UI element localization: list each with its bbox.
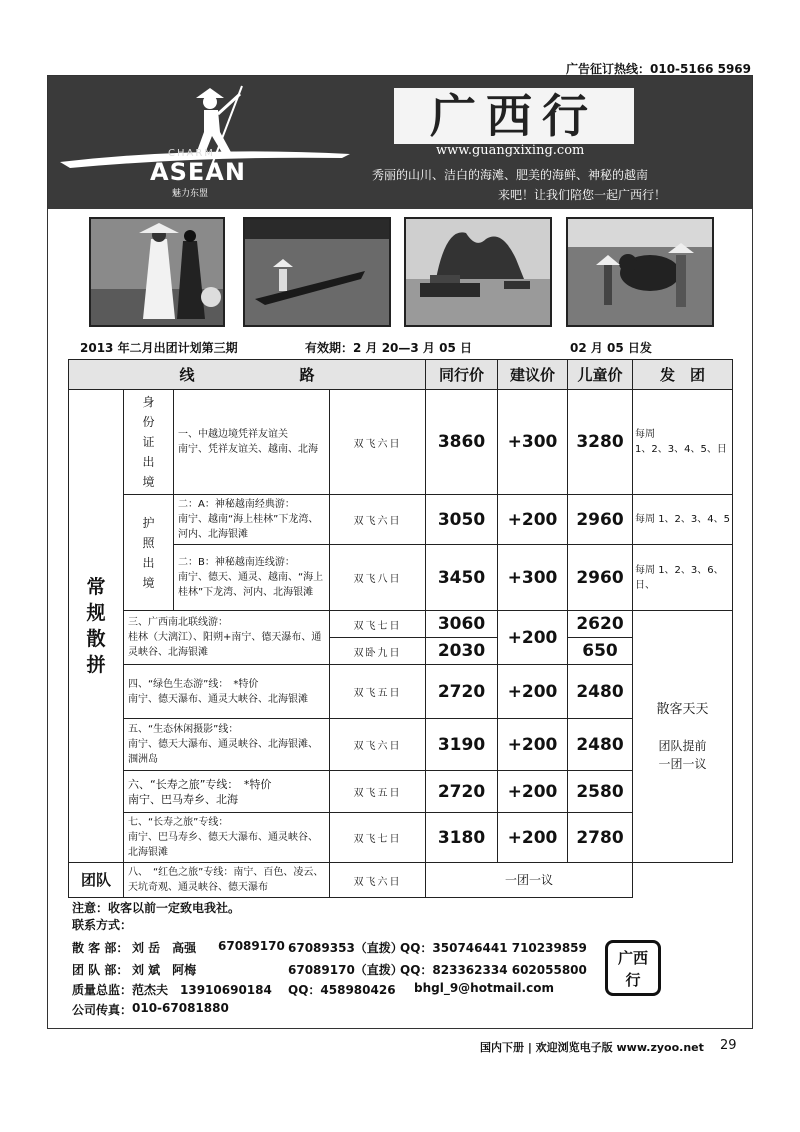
child-price: 2960 (568, 545, 633, 611)
empty-cell (633, 863, 733, 898)
route-duration: 双飞六日 (330, 390, 426, 495)
notice: 注意：收客以前一定致电我社。 (72, 901, 241, 915)
category-group: 团队 (69, 863, 124, 898)
route-desc: 七、“长寿之旅”专线： 南宁、巴马寿乡、德天大瀑布、通灵峡谷、北海银滩 (124, 813, 330, 863)
route-duration: 双飞七日 (330, 813, 426, 863)
header-route: 线 路 (69, 360, 426, 390)
suggested-price: +300 (498, 545, 568, 611)
route-desc: 八、 “红色之旅”专线：南宁、百色、凌云、天坑奇观、通灵峡谷、德天瀑布 (124, 863, 330, 898)
validity-period: 有效期：2 月 20—3 月 05 日 (305, 341, 472, 355)
website-url: www.guangxixing.com (436, 143, 585, 158)
route-duration: 双卧九日 (330, 638, 426, 665)
contact-email: bhgl_9@hotmail.com (414, 981, 554, 995)
photo-river-boat (243, 217, 391, 327)
contact-phone-direct: 67089170（直拨） (288, 963, 403, 977)
child-price: 650 (568, 638, 633, 665)
suggested-price: +200 (498, 719, 568, 771)
departure-schedule-regular (633, 611, 733, 863)
suggested-price: +200 (498, 611, 568, 665)
route-desc: 四、“绿色生态游”线： *特价 南宁、德天瀑布、通灵大峡谷、北海银滩 (124, 665, 330, 719)
contact-people: 刘 斌 阿梅 (132, 963, 197, 977)
route-desc: 一、中越边境凭祥友谊关 南宁、凭祥友谊关、越南、北海 (174, 390, 330, 495)
route-desc: 六、“长寿之旅”专线： *特价 南宁、巴马寿乡、北海 (124, 771, 330, 813)
company-seal (605, 940, 661, 996)
route-duration: 双飞五日 (330, 771, 426, 813)
peer-price: 3060 (426, 611, 498, 638)
peer-price: 2030 (426, 638, 498, 665)
table-row (69, 390, 733, 495)
contact-qq: QQ：350746441 710239859 (400, 941, 587, 955)
brand-subtitle: 魅力东盟 (172, 189, 209, 199)
header-peer-price: 同行价 (426, 360, 498, 390)
page-title: 广西行 (394, 88, 634, 144)
route-duration: 双飞六日 (330, 719, 426, 771)
subcategory-id-exit: 身份证出境 (124, 390, 174, 495)
group-negotiable: 一团一议 (658, 756, 707, 771)
suggested-price: +200 (498, 813, 568, 863)
header-departure: 发 团 (633, 360, 733, 390)
route-duration: 双飞八日 (330, 545, 426, 611)
photo-ao-dai-women (89, 217, 225, 327)
route-duration: 双飞六日 (330, 863, 426, 898)
suggested-price: +200 (498, 665, 568, 719)
departure-schedule: 每周 1、2、3、4、5 (633, 495, 733, 545)
table-row (69, 495, 733, 545)
table-row (69, 611, 733, 638)
header-child-price: 儿童价 (568, 360, 633, 390)
peer-price: 3190 (426, 719, 498, 771)
child-price: 2480 (568, 719, 633, 771)
contact-qq: QQ：823362334 602055800 (400, 963, 587, 977)
child-price: 2780 (568, 813, 633, 863)
brand-small: CHARM (168, 148, 215, 159)
category-regular: 常规散拼 (69, 390, 124, 863)
price-table (68, 359, 733, 898)
route-desc: 二：A：神秘越南经典游： 南宁、越南“海上桂林”下龙湾、河内、北海银滩 (174, 495, 330, 545)
suggested-price: +300 (498, 390, 568, 495)
child-price: 3280 (568, 390, 633, 495)
table-header (69, 360, 733, 390)
route-duration: 双飞七日 (330, 611, 426, 638)
contact-qq: QQ：458980426 (288, 983, 396, 997)
child-price: 2620 (568, 611, 633, 638)
suggested-price: +200 (498, 771, 568, 813)
route-desc: 三、广西南北联线游： 桂林（大漓江）、阳朔+南宁、德天瀑布、通灵峡谷、北海银滩 (124, 611, 330, 665)
route-duration: 双飞五日 (330, 665, 426, 719)
page-number: 29 (720, 1038, 737, 1053)
departure-schedule: 每周 1、2、3、6、日、 (633, 545, 733, 611)
peer-price: 3050 (426, 495, 498, 545)
contact-title: 联系方式： (72, 918, 133, 932)
peer-price: 2720 (426, 771, 498, 813)
peer-price: 3450 (426, 545, 498, 611)
group-advance: 团队提前 (658, 738, 707, 753)
contact-label: 公司传真： (72, 1003, 133, 1017)
contact-label: 散 客 部： (72, 941, 129, 955)
suggested-price: +200 (498, 495, 568, 545)
peer-price: 2720 (426, 665, 498, 719)
footer-text: 国内下册 | 欢迎浏览电子版 www.zyoo.net (480, 1041, 704, 1054)
issue-date: 02 月 05 日发 (570, 341, 652, 355)
contact-label: 质量总监： (72, 983, 133, 997)
child-price: 2580 (568, 771, 633, 813)
peer-price: 3860 (426, 390, 498, 495)
ad-hotline: 广告征订热线：010-5166 5969 (566, 62, 752, 76)
brand-name: ASEAN (150, 158, 246, 186)
group-price-negotiable: 一团一议 (426, 863, 633, 898)
slogan-line-1: 秀丽的山川、洁白的海滩、肥美的海鲜、神秘的越南 (372, 168, 649, 182)
peer-price: 3180 (426, 813, 498, 863)
contact-phone-direct: 67089353（直拨） (288, 941, 403, 955)
header-suggested-price: 建议价 (498, 360, 568, 390)
contact-fax: 010-67081880 (132, 1001, 229, 1015)
departure-schedule: 每周 1、2、3、4、5、日 (633, 390, 733, 495)
photo-buffalo-farmers (566, 217, 714, 327)
table-row (69, 863, 733, 898)
route-desc: 五、“生态休闲摄影”线： 南宁、德天大瀑布、通灵峡谷、北海银滩、涠洲岛 (124, 719, 330, 771)
contact-people: 刘 岳 高强 (132, 941, 197, 955)
contact-label: 团 队 部： (72, 963, 129, 977)
subcategory-passport-exit: 护照出境 (124, 495, 174, 611)
child-price: 2480 (568, 665, 633, 719)
child-price: 2960 (568, 495, 633, 545)
sanke-daily: 散客天天 (656, 701, 709, 717)
seal-text: 广西行 (617, 949, 648, 989)
contact-phone: 67089170 (218, 939, 285, 953)
contact-people: 范杰夫 13910690184 (132, 983, 272, 997)
route-desc: 二：B：神秘越南连线游： 南宁、德天、通灵、越南、“海上桂林”下龙湾、河内、北海银滩 (174, 545, 330, 611)
slogan-line-2: 来吧！让我们陪您一起广西行！ (498, 188, 667, 202)
route-duration: 双飞六日 (330, 495, 426, 545)
photo-halong-bay (404, 217, 552, 327)
plan-period: 2013 年二月出团计划第三期 (80, 341, 238, 355)
